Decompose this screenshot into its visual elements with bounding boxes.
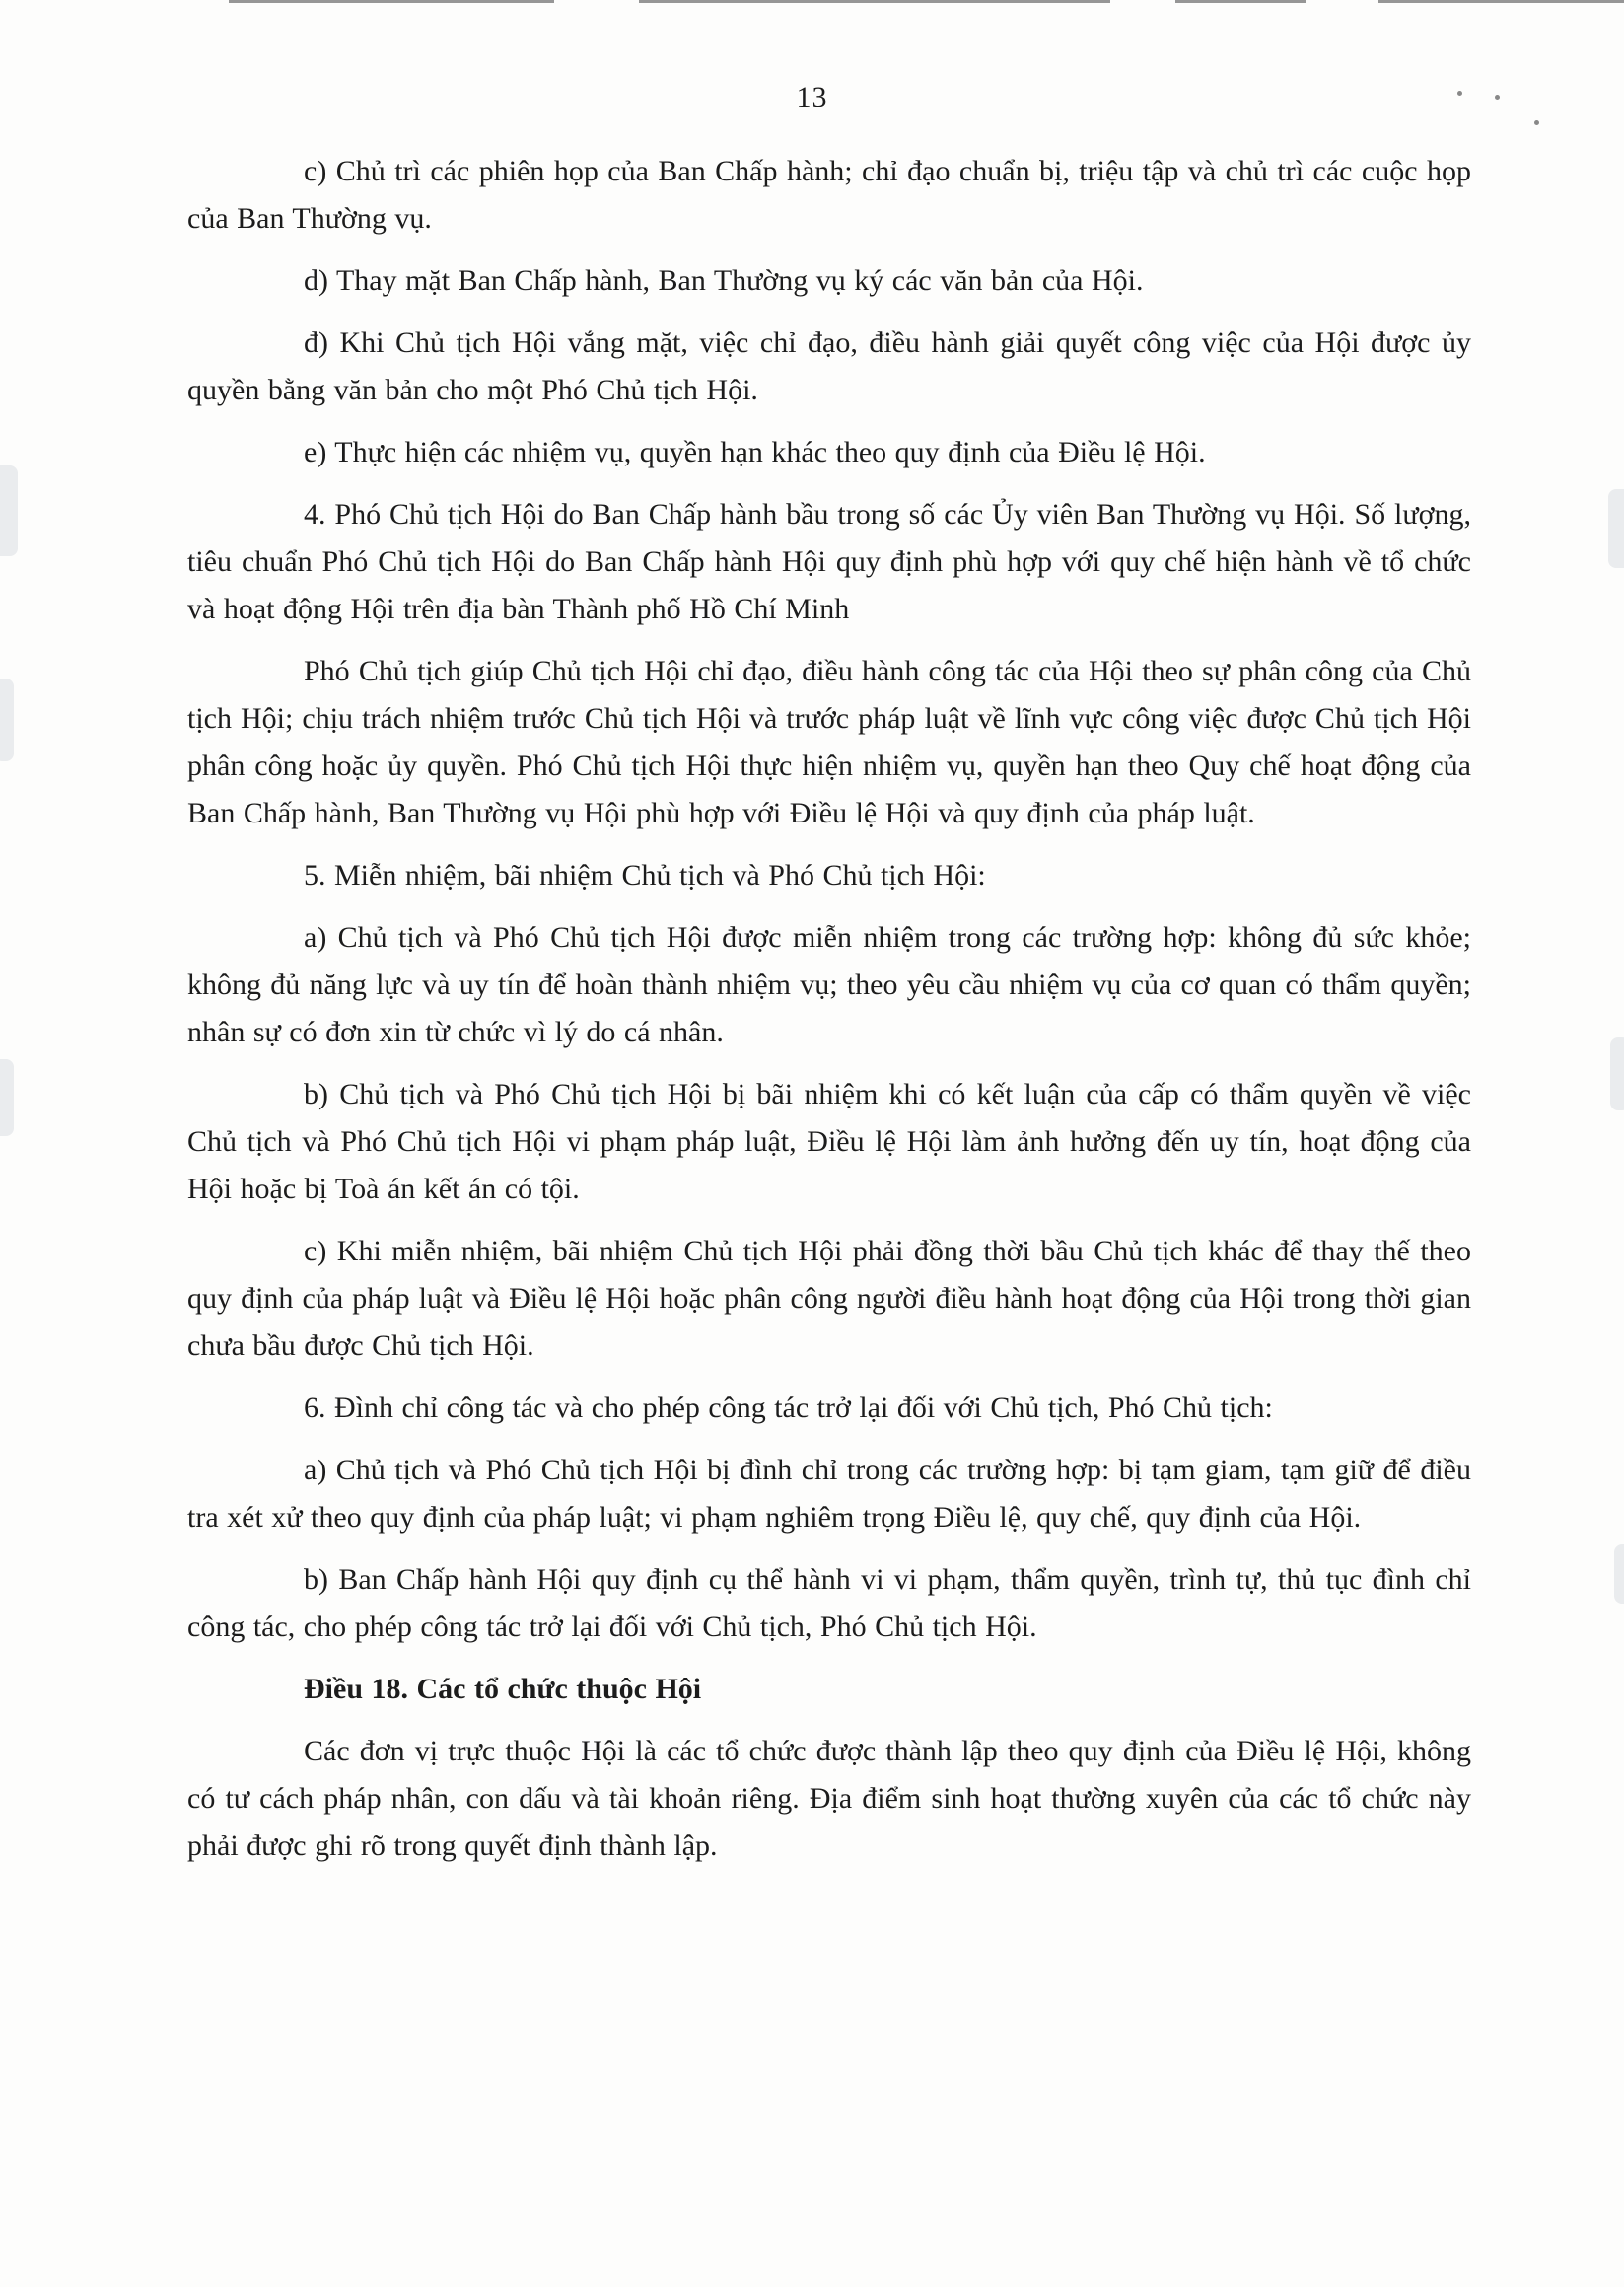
scan-artifact bbox=[639, 0, 1110, 3]
paragraph-clause-5b: b) Chủ tịch và Phó Chủ tịch Hội bị bãi nhiệm khi có kết luận của cấp có thẩm quyền về việc Chủ tịch và Phó Chủ tịch Hội vi phạm pháp luật, Điều lệ Hội làm ảnh hưởng đến uy tín, hoạt động của Hội hoặc bị Toà án kết án có tội. bbox=[187, 1078, 1471, 1205]
paragraph-item-c: c) Chủ trì các phiên họp của Ban Chấp hành; chỉ đạo chuẩn bị, triệu tập và chủ trì các cuộc họp của Ban Thường vụ. bbox=[187, 155, 1471, 235]
paragraph-clause-4-duties: Phó Chủ tịch giúp Chủ tịch Hội chỉ đạo, điều hành công tác của Hội theo sự phân công của Chủ tịch Hội; chịu trách nhiệm trước Chủ tịch Hội và trước pháp luật về lĩnh vực công việc được Chủ tịch Hội phân công hoặc ủy quyền. Phó Chủ tịch Hội thực hiện nhiệm vụ, quyền hạn theo Quy chế hoạt động của Ban Chấp hành, Ban Thường vụ Hội phù hợp với Điều lệ Hội và quy định của pháp luật. bbox=[187, 655, 1471, 829]
scan-artifact bbox=[1378, 0, 1624, 3]
scan-artifact bbox=[1534, 120, 1539, 125]
paragraph-clause-5: 5. Miễn nhiệm, bãi nhiệm Chủ tịch và Phó Chủ tịch Hội: bbox=[304, 859, 986, 892]
scan-artifact bbox=[0, 465, 18, 556]
paragraph-item-dd: đ) Khi Chủ tịch Hội vắng mặt, việc chỉ đạo, điều hành giải quyết công việc của Hội được ủy quyền bằng văn bản cho một Phó Chủ tịch Hội. bbox=[187, 326, 1471, 406]
scan-artifact bbox=[0, 1059, 14, 1136]
scan-artifact bbox=[1175, 0, 1306, 3]
scan-artifact bbox=[1614, 1544, 1624, 1604]
paragraph-clause-6a: a) Chủ tịch và Phó Chủ tịch Hội bị đình chỉ trong các trường hợp: bị tạm giam, tạm giữ để điều tra xét xử theo quy định của pháp luật; vi phạm nghiêm trọng Điều lệ, quy chế, quy định của Hội. bbox=[187, 1454, 1471, 1534]
page-number: 13 bbox=[796, 81, 828, 113]
paragraph-article-18-body: Các đơn vị trực thuộc Hội là các tổ chức được thành lập theo quy định của Điều lệ Hội, không có tư cách pháp nhân, con dấu và tài khoản riêng. Địa điểm sinh hoạt thường xuyên của các tổ chức này phải được ghi rõ trong quyết định thành lập. bbox=[187, 1735, 1471, 1862]
paragraph-clause-5a: a) Chủ tịch và Phó Chủ tịch Hội được miễn nhiệm trong các trường hợp: không đủ sức khỏe; không đủ năng lực và uy tín để hoàn thành nhiệm vụ; theo yêu cầu nhiệm vụ của cơ quan có thẩm quyền; nhân sự có đơn xin từ chức vì lý do cá nhân. bbox=[187, 921, 1471, 1048]
paragraph-clause-6: 6. Đình chỉ công tác và cho phép công tác trở lại đối với Chủ tịch, Phó Chủ tịch: bbox=[304, 1392, 1273, 1424]
paragraph-item-d: d) Thay mặt Ban Chấp hành, Ban Thường vụ ký các văn bản của Hội. bbox=[304, 264, 1144, 297]
scan-artifact bbox=[1608, 489, 1624, 568]
paragraph-clause-4: 4. Phó Chủ tịch Hội do Ban Chấp hành bầu trong số các Ủy viên Ban Thường vụ Hội. Số lượng, tiêu chuẩn Phó Chủ tịch Hội do Ban Chấp hành Hội quy định phù hợp với quy chế hiện hành về tổ chức và hoạt động Hội trên địa bàn Thành phố Hồ Chí Minh bbox=[187, 498, 1471, 625]
scan-artifact bbox=[1610, 1037, 1624, 1110]
article-18-heading: Điều 18. Các tổ chức thuộc Hội bbox=[304, 1673, 702, 1705]
document-body bbox=[187, 148, 1471, 1885]
scan-artifact bbox=[229, 0, 554, 3]
paragraph-item-e: e) Thực hiện các nhiệm vụ, quyền hạn khác theo quy định của Điều lệ Hội. bbox=[304, 436, 1206, 468]
paragraph-clause-5c: c) Khi miễn nhiệm, bãi nhiệm Chủ tịch Hội phải đồng thời bầu Chủ tịch khác để thay thế theo quy định của pháp luật và Điều lệ Hội hoặc phân công người điều hành hoạt động của Hội trong thời gian chưa bầu được Chủ tịch Hội. bbox=[187, 1235, 1471, 1362]
paragraph-clause-6b: b) Ban Chấp hành Hội quy định cụ thể hành vi vi phạm, thẩm quyền, trình tự, thủ tục đình chỉ công tác, cho phép công tác trở lại đối với Chủ tịch, Phó Chủ tịch Hội. bbox=[187, 1563, 1471, 1643]
scan-artifact bbox=[0, 679, 14, 761]
